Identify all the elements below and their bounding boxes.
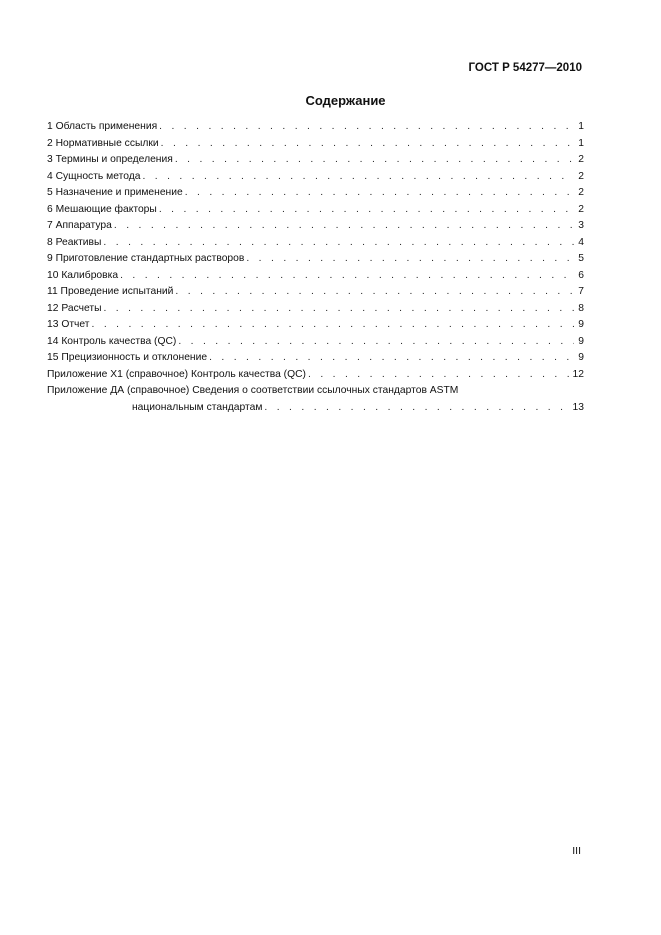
toc-entry-label: 8 Реактивы <box>47 236 102 248</box>
toc-title: Содержание <box>305 93 386 108</box>
dot-leader <box>120 268 574 285</box>
toc-entry[interactable] <box>47 334 584 351</box>
toc-entry[interactable] <box>47 169 584 186</box>
toc-entry-label: Приложение X1 (справочное) Контроль качества (QC) <box>47 368 306 380</box>
toc-entry-label: 5 Назначение и применение <box>47 187 183 198</box>
toc-entry-line <box>47 383 584 400</box>
toc-entry[interactable] <box>47 317 584 334</box>
toc-entry[interactable] <box>47 284 584 301</box>
toc-entry[interactable] <box>47 350 584 367</box>
toc-entry-label: 11 Проведение испытаний <box>47 286 174 297</box>
toc-entry-label: Приложение ДА (справочное) Сведения о соответствии ссылочных стандартов ASTM <box>47 385 459 396</box>
toc-entry-page: 9 <box>578 319 584 330</box>
dot-leader <box>175 152 574 169</box>
toc-entry[interactable] <box>47 202 584 219</box>
toc-entry-page: 9 <box>578 352 584 363</box>
toc-entry[interactable] <box>47 251 584 268</box>
document-code: ГОСТ Р 54277—2010 <box>468 62 582 74</box>
toc-entry-label: 1 Область применения <box>47 121 158 132</box>
toc-entry-page: 8 <box>578 302 584 314</box>
toc-entry-page: 7 <box>578 286 584 297</box>
toc-entry-label: 3 Термины и определения <box>47 154 173 165</box>
dot-leader <box>246 251 574 268</box>
toc-entry-page: 3 <box>578 220 584 231</box>
toc-entry-label: 10 Калибровка <box>47 269 119 281</box>
dot-leader <box>103 235 574 252</box>
page-number: III <box>572 845 581 857</box>
toc-entry[interactable] <box>47 367 584 384</box>
dot-leader <box>308 367 570 384</box>
toc-entry-page: 2 <box>578 170 584 182</box>
toc-entry-page: 12 <box>572 368 584 380</box>
toc-entry-page: 9 <box>578 335 584 347</box>
toc-entry[interactable] <box>47 152 584 169</box>
toc-entry-page: 2 <box>578 187 584 198</box>
toc-entry[interactable] <box>47 235 584 252</box>
toc-entry-label: 2 Нормативные ссылки <box>47 137 159 149</box>
toc-entry[interactable] <box>47 119 584 136</box>
toc-entry[interactable] <box>47 185 584 202</box>
toc-entry-label: 14 Контроль качества (QC) <box>47 335 177 347</box>
toc-entry-page: 4 <box>578 236 584 248</box>
dot-leader <box>114 218 574 235</box>
toc-entry-label: 6 Мешающие факторы <box>47 203 157 215</box>
toc-entry-page: 2 <box>578 154 584 165</box>
dot-leader <box>159 119 574 136</box>
toc-entry-label: 15 Прецизионность и отклонение <box>47 352 208 363</box>
dot-leader <box>159 202 574 219</box>
dot-leader <box>92 317 574 334</box>
toc-entry-line <box>47 400 584 417</box>
toc-entry-page: 5 <box>578 253 584 264</box>
toc-entry[interactable] <box>47 218 584 235</box>
toc-entry-label: 12 Расчеты <box>47 302 102 314</box>
toc-entry-label: 13 Отчет <box>47 319 90 330</box>
toc-entry[interactable] <box>47 268 584 285</box>
toc-entry-page: 13 <box>572 401 584 413</box>
dot-leader <box>185 185 574 202</box>
toc-entry-label: 7 Аппаратура <box>47 220 112 231</box>
toc-entry-appendix-da[interactable] <box>47 383 584 416</box>
dot-leader <box>142 169 574 186</box>
toc-entry[interactable] <box>47 301 584 318</box>
dot-leader <box>264 400 569 417</box>
dot-leader <box>175 284 574 301</box>
dot-leader <box>209 350 574 367</box>
toc-entry-page: 1 <box>578 137 584 149</box>
toc-entry-label-continued: национальным стандартам <box>132 401 263 413</box>
toc-entry[interactable] <box>47 136 584 153</box>
toc-entry-label: 4 Сущность метода <box>47 170 141 182</box>
toc-entry-page: 1 <box>578 121 584 132</box>
table-of-contents <box>47 119 584 416</box>
dot-leader <box>161 136 574 153</box>
toc-entry-label: 9 Приготовление стандартных растворов <box>47 253 245 264</box>
toc-entry-page: 2 <box>578 203 584 215</box>
toc-entry-page: 6 <box>578 269 584 281</box>
dot-leader <box>178 334 574 351</box>
dot-leader <box>103 301 574 318</box>
